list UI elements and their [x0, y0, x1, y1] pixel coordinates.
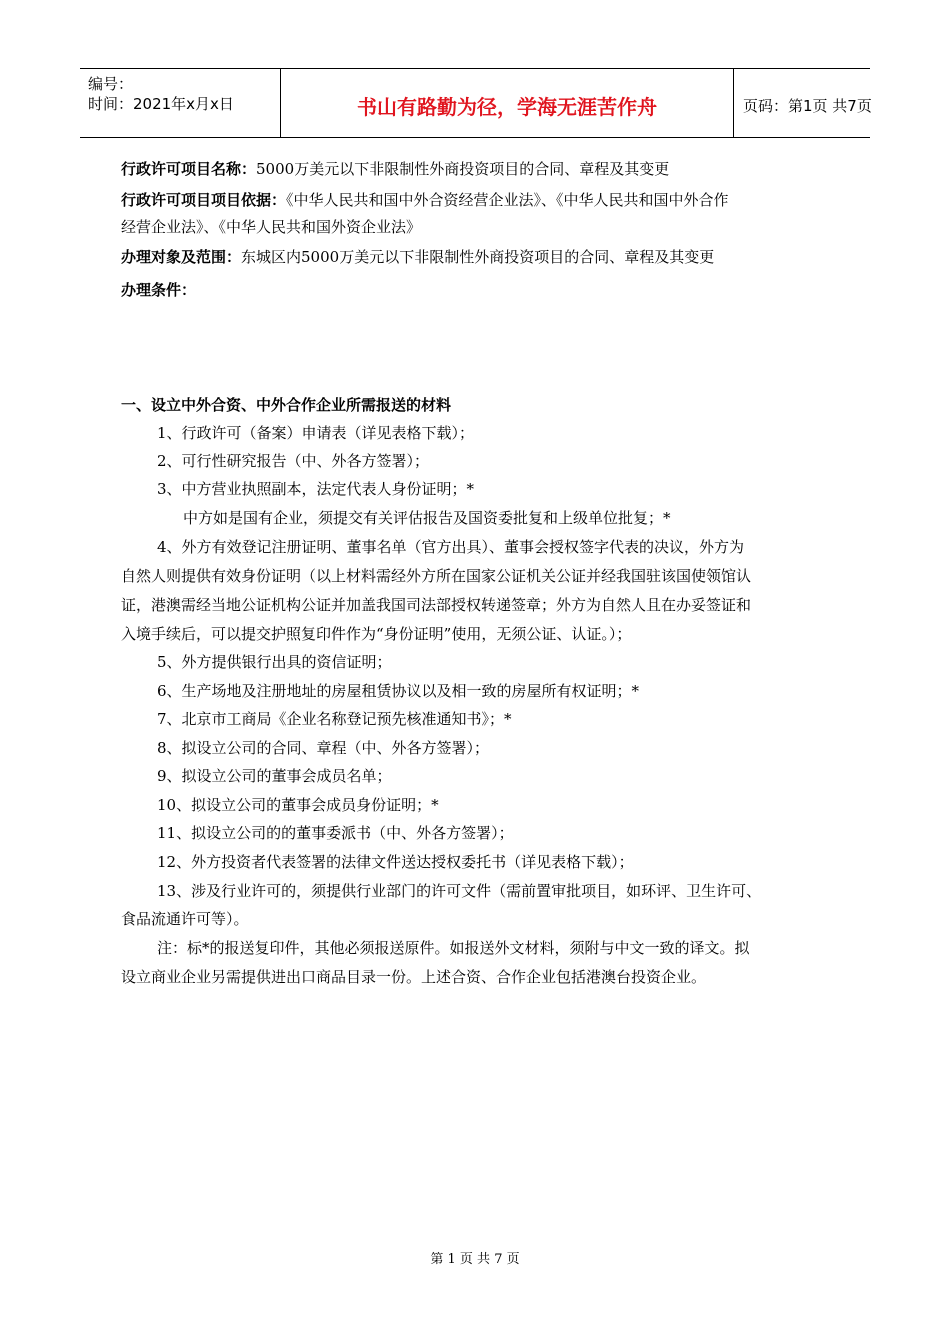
list-item: 6、生产场地及注册地址的房屋租赁协议以及相一致的房屋所有权证明；*	[157, 682, 640, 700]
item-name-value: 5000万美元以下非限制性外商投资项目的合同、章程及其变更	[256, 160, 670, 178]
page-header	[80, 68, 870, 138]
scope-label: 办理对象及范围：	[121, 248, 242, 266]
basis-line-1	[121, 190, 729, 210]
list-item: 11、拟设立公司的的董事委派书（中、外各方签署）；	[157, 824, 514, 842]
list-item: 5、外方提供银行出具的资信证明；	[157, 653, 392, 671]
list-item: 7、北京市工商局《企业名称登记预先核准通知书》；*	[157, 710, 512, 728]
scope-value: 东城区内5000万美元以下非限制性外商投资项目的合同、章程及其变更	[241, 248, 715, 266]
list-item: 3、中方营业执照副本，法定代表人身份证明；*	[157, 480, 475, 498]
list-item: 中方如是国有企业，须提交有关评估报告及国资委批复和上级单位批复；*	[183, 509, 671, 527]
list-item: 13、涉及行业许可的，须提供行业部门的许可文件（需前置审批项目，如环评、卫生许可、	[157, 882, 762, 900]
document-number-label: 编号：	[88, 75, 134, 93]
header-left-cell	[80, 69, 280, 137]
basis-value-1: 《中华人民共和国中外合资经营企业法》、《中华人民共和国中外合作	[286, 191, 729, 209]
list-item: 入境手续后，可以提交护照复印件作为“身份证明”使用，无须公证、认证。）；	[121, 625, 632, 643]
list-item: 证，港澳需经当地公证机构公证并加盖我国司法部授权转递签章；外方为自然人且在办妥签证和	[121, 596, 752, 614]
item-name-line	[121, 159, 669, 179]
header-motto: 书山有路勤为径，学海无涯苦作舟	[357, 95, 657, 119]
note-line: 注：标*的报送复印件，其他必须报送原件。如报送外文材料，须附与中文一致的译文。拟	[157, 939, 750, 957]
list-item: 4、外方有效登记注册证明、董事名单（官方出具）、董事会授权签字代表的决议，外方为	[157, 538, 745, 556]
document-time: 时间：2021年x月x日	[88, 95, 234, 113]
basis-label: 行政许可项目项目依据：	[121, 191, 287, 209]
note-line: 设立商业企业另需提供进出口商品目录一份。上述合资、合作企业包括港澳台投资企业。	[121, 968, 707, 986]
list-item: 2、可行性研究报告（中、外各方签署）；	[157, 452, 430, 470]
page-footer: 第 1 页 共 7 页	[430, 1252, 520, 1267]
conditions-label: 办理条件：	[121, 281, 197, 299]
list-item: 8、拟设立公司的合同、章程（中、外各方签署）；	[157, 739, 490, 757]
scope-line	[121, 247, 714, 267]
list-item: 食品流通许可等）。	[121, 910, 249, 928]
item-name-label: 行政许可项目名称：	[121, 160, 257, 178]
list-item: 10、拟设立公司的董事会成员身份证明；*	[157, 796, 439, 814]
list-item: 自然人则提供有效身份证明（以上材料需经外方所在国家公证机关公证并经我国驻该国使领馆认	[121, 567, 752, 585]
basis-line-2: 经营企业法》、《中华人民共和国外资企业法》	[121, 218, 422, 236]
list-item: 1、行政许可（备案）申请表（详见表格下载）；	[157, 424, 475, 442]
section-title: 一、设立中外合资、中外合作企业所需报送的材料	[121, 396, 452, 414]
list-item: 9、拟设立公司的董事会成员名单；	[157, 767, 392, 785]
header-middle-cell	[280, 69, 734, 137]
list-item: 12、外方投资者代表签署的法律文件送达授权委托书（详见表格下载）；	[157, 853, 634, 871]
header-right-cell	[733, 69, 870, 137]
header-page-code: 页码：第1页 共7页	[743, 97, 872, 115]
